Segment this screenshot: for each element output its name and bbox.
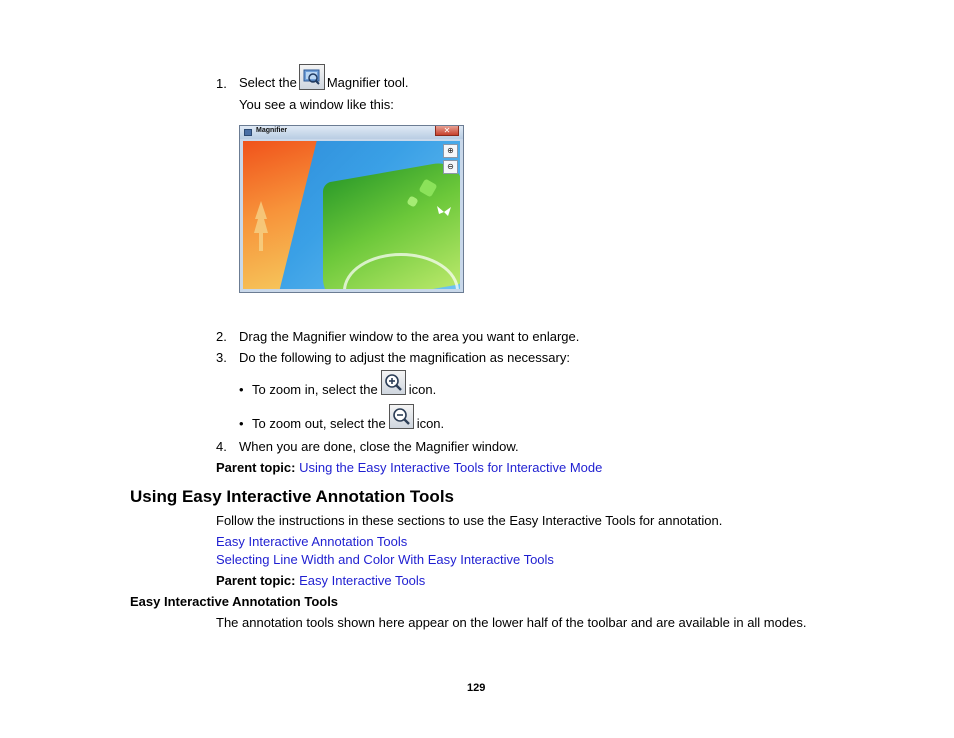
page-number: 129 [467, 682, 486, 694]
magnifier-window-screenshot [239, 125, 464, 293]
step-1-text-after: Magnifier tool. [326, 75, 409, 90]
tree-icon [253, 201, 269, 251]
subsection-text: The annotation tools shown here appear on the lower half of the toolbar and are available in all modes. [216, 615, 807, 630]
section-intro: Follow the instructions in these sections to use the Easy Interactive Tools for annotation. [216, 513, 723, 528]
bullet-zoom-out [239, 403, 444, 431]
step-number: 2. [216, 329, 227, 344]
magnifier-zoom-toolbar [443, 144, 458, 176]
step-1 [239, 62, 408, 90]
magnifier-tool-icon [299, 64, 325, 90]
close-icon: ✕ [435, 126, 459, 136]
step-3-text: Do the following to adjust the magnification as necessary: [239, 350, 570, 365]
bullet-zoom-in [239, 369, 436, 397]
parent-topic-link[interactable]: Easy Interactive Tools [299, 573, 426, 588]
magnified-desktop-view [243, 141, 460, 289]
bullet-text-before: To zoom in, select the [252, 382, 378, 397]
section-heading: Using Easy Interactive Annotation Tools [130, 487, 454, 506]
topic-link-line-width-color[interactable]: Selecting Line Width and Color With Easy Interactive Tools [216, 552, 554, 567]
bullet-text-after: icon. [416, 416, 445, 431]
bullet-glyph: • [239, 382, 244, 397]
parent-topic-label: Parent topic: [216, 573, 296, 588]
magnifier-titlebar [240, 126, 463, 139]
zoom-in-icon: ⊕ [443, 144, 458, 158]
step-2-text: Drag the Magnifier window to the area you want to enlarge. [239, 329, 580, 344]
step-4-text: When you are done, close the Magnifier window. [239, 439, 519, 454]
subsection-heading: Easy Interactive Annotation Tools [130, 594, 339, 609]
bullet-glyph: • [239, 416, 244, 431]
step-1-subtext: You see a window like this: [239, 97, 394, 112]
zoom-out-icon: ⊖ [443, 160, 458, 174]
zoom-in-icon [381, 370, 406, 395]
topic-link-annotation-tools[interactable]: Easy Interactive Annotation Tools [216, 534, 408, 549]
step-number: 3. [216, 350, 227, 365]
butterfly-icon [435, 205, 453, 219]
bullet-text-before: To zoom out, select the [252, 416, 386, 431]
parent-topic [216, 460, 602, 475]
parent-topic-link[interactable]: Using the Easy Interactive Tools for Interactive Mode [299, 460, 603, 475]
magnifier-app-icon [244, 129, 252, 136]
zoom-out-icon [389, 404, 414, 429]
parent-topic [216, 573, 425, 588]
step-number: 4. [216, 439, 227, 454]
step-1-text-before: Select the [239, 75, 297, 90]
bullet-text-after: icon. [408, 382, 437, 397]
magnifier-window-title: Magnifier [256, 127, 288, 134]
parent-topic-label: Parent topic: [216, 460, 296, 475]
step-number: 1. [216, 76, 227, 91]
